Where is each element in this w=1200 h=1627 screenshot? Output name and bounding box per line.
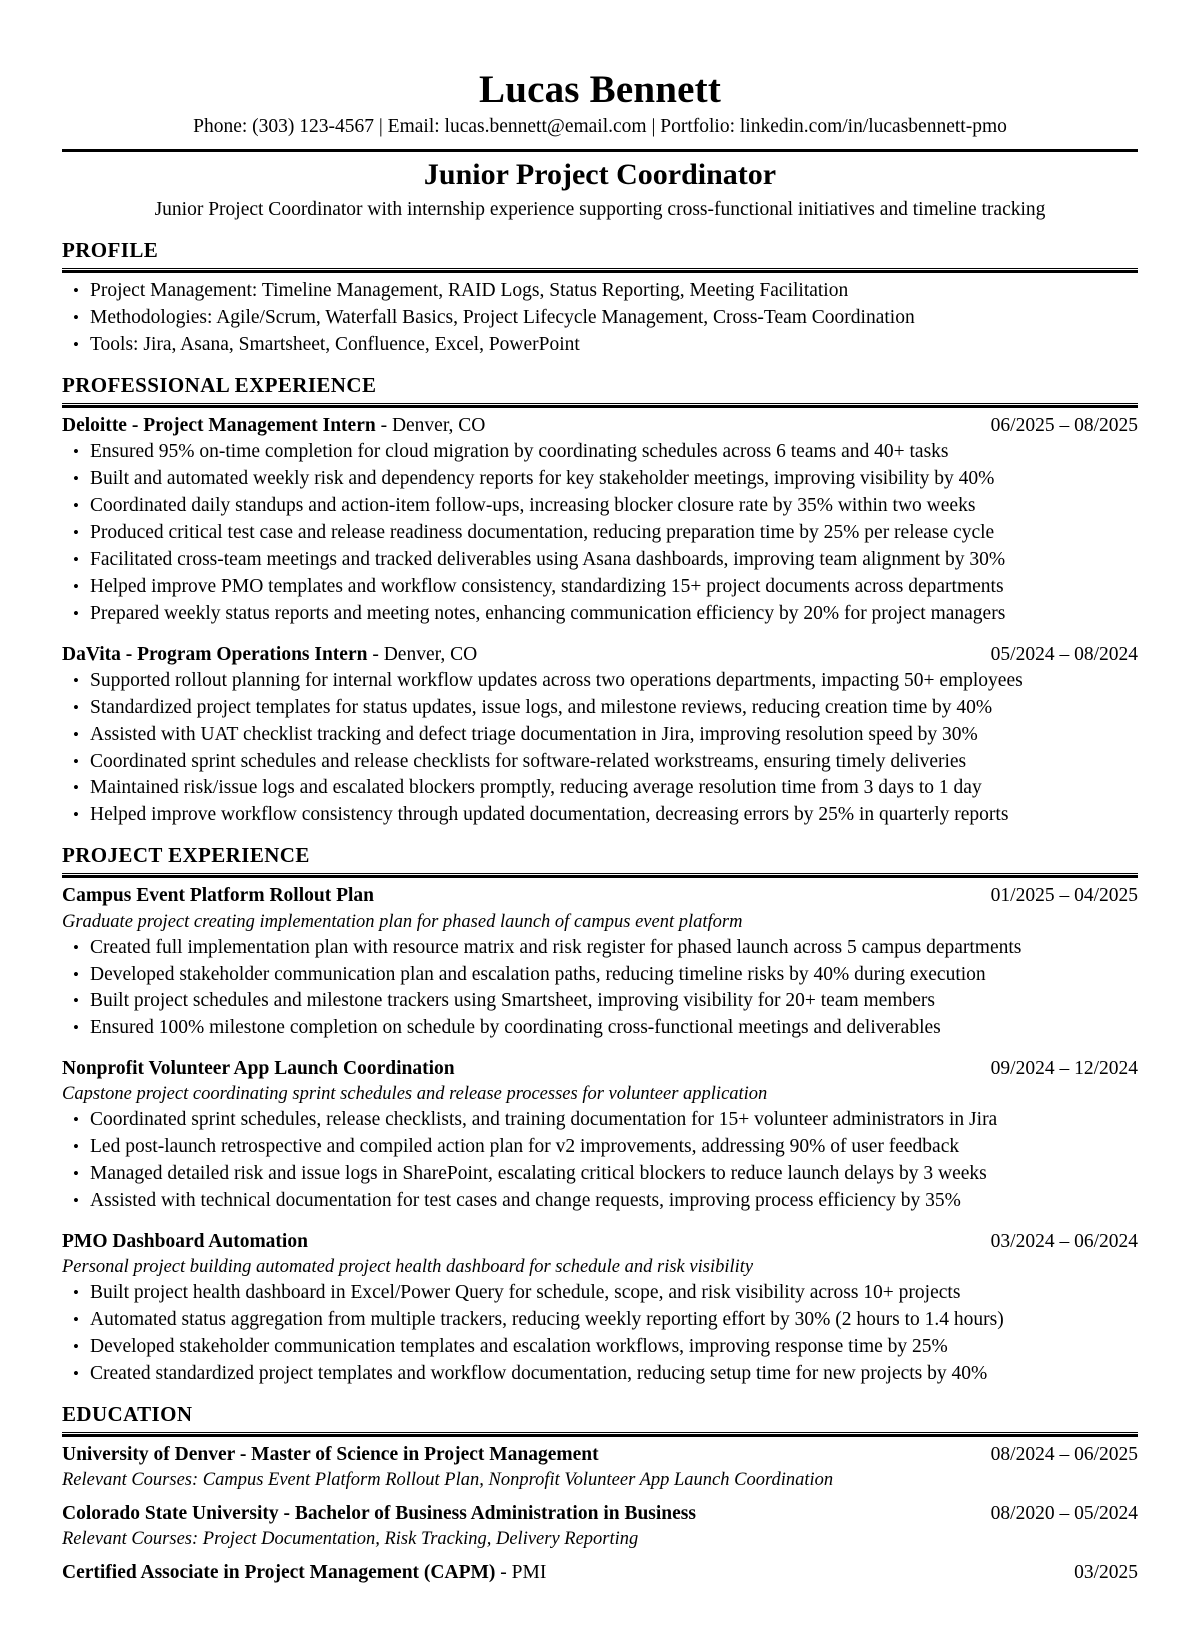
section-title-experience: PROFESSIONAL EXPERIENCE: [62, 373, 377, 398]
resume-header: [62, 68, 1138, 222]
list-item: • Supported rollout planning for internal workflow updates across two operations departments, impacting 50+ employees: [62, 668, 1138, 695]
list-item: • Standardized project templates for status updates, issue logs, and milestone reviews, reducing creation time by 40%: [62, 695, 1138, 722]
list-item: • Coordinated sprint schedules, release checklists, and training documentation for 15+ volunteer administrators in Jira: [62, 1107, 1138, 1134]
list-item: • Led post-launch retrospective and compiled action plan for v2 improvements, addressing 90% of user feedback: [62, 1134, 1138, 1161]
list-item: • Project Management: Timeline Management, RAID Logs, Status Reporting, Meeting Facilitation: [62, 278, 1138, 305]
entry-bullets: [62, 935, 1138, 1043]
school-name: University of Denver - Master of Science in Project Management: [62, 1444, 599, 1466]
list-item: • Assisted with UAT checklist tracking and defect triage documentation in Jira, improving resolution speed by 30%: [62, 722, 1138, 749]
education-entry: [62, 1501, 1138, 1551]
list-item: • Facilitated cross-team meetings and tracked deliverables using Asana dashboards, improving team alignment by 30%: [62, 547, 1138, 574]
entry-bullets: [62, 439, 1138, 627]
list-item: • Produced critical test case and release readiness documentation, reducing preparation time by 25% per release cycle: [62, 520, 1138, 547]
contact-line: Phone: (303) 123-4567 | Email: lucas.bennett@email.com | Portfolio: linkedin.com/in/lucasbennett-pmo: [193, 115, 1007, 137]
list-item: • Built project health dashboard in Excel/Power Query for schedule, scope, and risk visibility across 10+ projects: [62, 1280, 1138, 1307]
list-item: • Built project schedules and milestone trackers using Smartsheet, improving visibility for 20+ team members: [62, 988, 1138, 1015]
certification-entry: [62, 1560, 1138, 1586]
entry-location: - Denver, CO: [375, 415, 486, 437]
header-divider: [62, 149, 1138, 152]
entry-header: [62, 413, 1138, 439]
list-item: • Coordinated sprint schedules and release checklists for software-related workstreams, ensuring timely deliveries: [62, 749, 1138, 776]
list-item: • Helped improve PMO templates and workflow consistency, standardizing 15+ project documents across departments: [62, 574, 1138, 601]
entry-header: [62, 1501, 1138, 1527]
list-item: • Managed detailed risk and issue logs in SharePoint, escalating critical blockers to reduce launch delays by 3 weeks: [62, 1161, 1138, 1188]
entry-date: 03/2025: [1074, 1562, 1138, 1584]
section-profile: [62, 238, 1138, 359]
entry-header: [62, 1056, 1138, 1082]
entry-title: Nonprofit Volunteer App Launch Coordination: [62, 1058, 455, 1080]
certification-name: Certified Associate in Project Management (CAPM): [62, 1562, 496, 1584]
section-divider: [62, 1432, 1138, 1437]
experience-entry: [62, 413, 1138, 627]
list-item: • Created full implementation plan with resource matrix and risk register for phased launch across 5 campus departments: [62, 935, 1138, 962]
entry-title: Deloitte - Project Management Intern: [62, 415, 376, 437]
list-item: • Created standardized project templates and workflow documentation, reducing setup time for new projects by 40%: [62, 1361, 1138, 1388]
entry-header: [62, 1442, 1138, 1468]
section-title-projects: PROJECT EXPERIENCE: [62, 843, 310, 868]
certification-issuer: - PMI: [495, 1562, 547, 1584]
list-item: • Automated status aggregation from multiple trackers, reducing weekly reporting effort by 30% (2 hours to 1.4 hours): [62, 1307, 1138, 1334]
candidate-name: Lucas Bennett: [478, 68, 722, 111]
section-project-experience: [62, 843, 1138, 1388]
entry-bullets: [62, 1280, 1138, 1388]
section-professional-experience: [62, 373, 1138, 829]
section-divider: [62, 873, 1138, 878]
list-item: • Developed stakeholder communication templates and escalation workflows, improving response time by 25%: [62, 1334, 1138, 1361]
list-item: • Assisted with technical documentation for test cases and change requests, improving process efficiency by 35%: [62, 1188, 1138, 1215]
entry-heading-text: [62, 413, 975, 439]
entry-date: 06/2025 – 08/2025: [990, 415, 1138, 437]
entry-header: [62, 1560, 1138, 1586]
section-education: [62, 1402, 1138, 1587]
section-title-education: EDUCATION: [62, 1401, 193, 1426]
entry-heading-text: [62, 642, 975, 668]
entry-date: 05/2024 – 08/2024: [990, 643, 1138, 665]
project-entry: [62, 1056, 1138, 1215]
entry-date: 08/2024 – 06/2025: [990, 1444, 1138, 1466]
entry-date: 08/2020 – 05/2024: [990, 1503, 1138, 1525]
entry-bullets: [62, 668, 1138, 829]
professional-summary: Junior Project Coordinator with internship experience supporting cross-functional initiatives and timeline tracking: [154, 198, 1046, 220]
list-item: • Methodologies: Agile/Scrum, Waterfall Basics, Project Lifecycle Management, Cross-Team Coordination: [62, 305, 1138, 332]
list-item: • Ensured 95% on-time completion for cloud migration by coordinating schedules across 6 teams and 40+ tasks: [62, 439, 1138, 466]
job-headline: Junior Project Coordinator: [423, 158, 777, 192]
project-subtitle: Personal project building automated project health dashboard for schedule and risk visibility: [62, 1257, 754, 1278]
list-item: • Ensured 100% milestone completion on schedule by coordinating cross-functional meetings and deliverables: [62, 1015, 1138, 1042]
entry-date: 03/2024 – 06/2024: [990, 1231, 1138, 1253]
education-entry: [62, 1442, 1138, 1492]
entry-title: DaVita - Program Operations Intern: [62, 643, 368, 665]
project-entry: [62, 1229, 1138, 1388]
project-subtitle: Graduate project creating implementation plan for phased launch of campus event platform: [62, 911, 743, 932]
profile-list: [62, 278, 1138, 359]
section-title-profile: PROFILE: [62, 238, 159, 263]
section-divider: [62, 403, 1138, 408]
entry-header: [62, 1229, 1138, 1255]
list-item: • Prepared weekly status reports and meeting notes, enhancing communication efficiency by 20% for project managers: [62, 601, 1138, 628]
school-name: Colorado State University - Bachelor of Business Administration in Business: [62, 1503, 696, 1525]
entry-title: Campus Event Platform Rollout Plan: [62, 885, 374, 907]
relevant-courses: Relevant Courses: Project Documentation, Risk Tracking, Delivery Reporting: [62, 1529, 639, 1550]
entry-header: [62, 642, 1138, 668]
list-item: • Tools: Jira, Asana, Smartsheet, Confluence, Excel, PowerPoint: [62, 332, 1138, 359]
list-item: • Built and automated weekly risk and dependency reports for key stakeholder meetings, improving visibility by 40%: [62, 466, 1138, 493]
relevant-courses: Relevant Courses: Campus Event Platform Rollout Plan, Nonprofit Volunteer App Launch Coordination: [62, 1470, 834, 1491]
entry-bullets: [62, 1107, 1138, 1215]
entry-header: [62, 883, 1138, 909]
certification-heading-text: [62, 1560, 546, 1586]
list-item: • Maintained risk/issue logs and escalated blockers promptly, reducing average resolution time from 3 days to 1 day: [62, 775, 1138, 802]
project-subtitle: Capstone project coordinating sprint schedules and release processes for volunteer application: [62, 1084, 768, 1105]
project-entry: [62, 883, 1138, 1042]
section-divider: [62, 268, 1138, 273]
experience-entry: [62, 642, 1138, 830]
entry-location: - Denver, CO: [367, 643, 478, 665]
entry-date: 09/2024 – 12/2024: [990, 1058, 1138, 1080]
entry-title: PMO Dashboard Automation: [62, 1231, 308, 1253]
list-item: • Helped improve workflow consistency through updated documentation, decreasing errors by 25% in quarterly reports: [62, 802, 1138, 829]
entry-date: 01/2025 – 04/2025: [990, 885, 1138, 907]
list-item: • Coordinated daily standups and action-item follow-ups, increasing blocker closure rate by 35% within two weeks: [62, 493, 1138, 520]
list-item: • Developed stakeholder communication plan and escalation paths, reducing timeline risks by 40% during execution: [62, 962, 1138, 989]
